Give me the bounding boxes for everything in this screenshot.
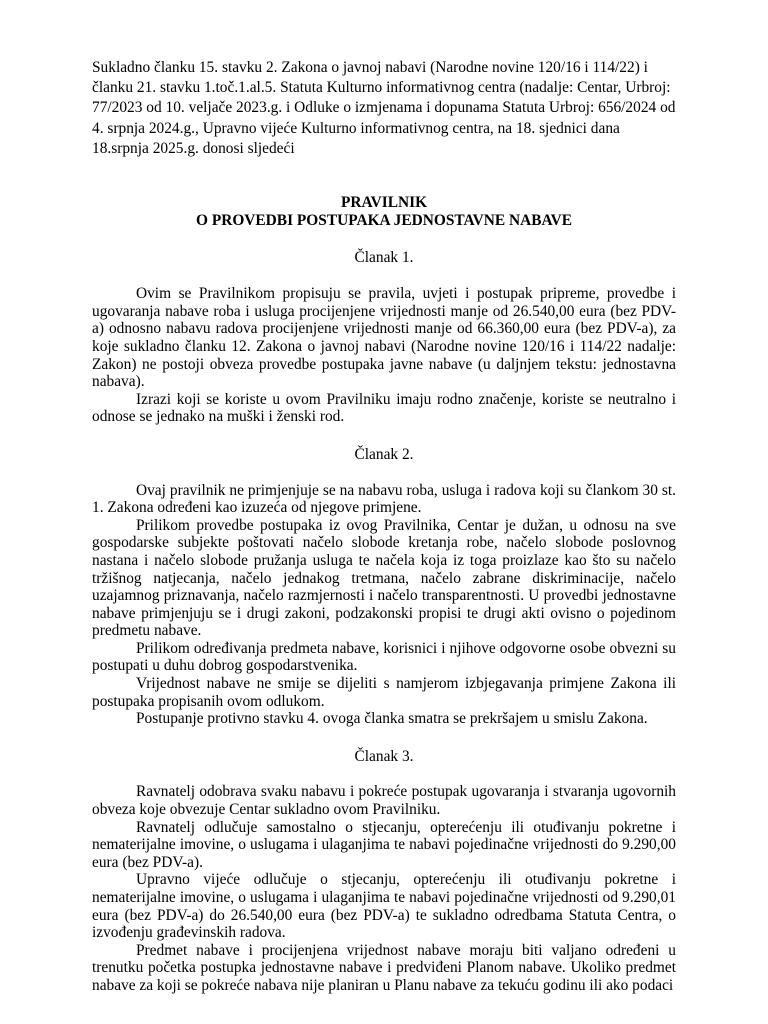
article-2-paragraph-3: Prilikom određivanja predmeta nabave, korisnici i njihove odgovorne osobe obvezni su postupati u duhu dobrog gospodarstvenika.: [92, 639, 676, 675]
article-3-paragraph-4: Predmet nabave i procijenjena vrijednost nabave moraju biti valjano određeni u trenutku početka postupka jednostavne nabave i predviđeni Planom nabave. Ukoliko predmet nabave za koji se pokreće nabava nije planiran u Planu nabave za tekuću godinu ili ako podaci: [92, 941, 676, 994]
document-page: [92, 58, 676, 995]
title-line-2: O PROVEDBI POSTUPAKA JEDNOSTAVNE NABAVE: [196, 211, 572, 229]
article-1-heading: Članak 1.: [354, 248, 414, 266]
article-2-paragraph-2: Prilikom provedbe postupaka iz ovog Pravilnika, Centar je dužan, u odnosu na sve gospodarske subjekte poštovati načelo slobode kretanja robe, načelo slobode poslovnog nastana i načelo slobode pružanja usluga te načela koja iz toga proizlaze kao što su načelo tržišnog natjecanja, načelo jednakog tretmana, načelo zabrane diskriminacije, načelo uzajamnog priznavanja, načelo razmjernosti i načelo transparentnosti. U provedbi jednostavne nabave primjenjuju se i drugi zakoni, podzakonski propisi te drugi akti ovisno o pojedinom predmetu nabave.: [92, 516, 676, 640]
article-3-paragraph-3: Upravno vijeće odlučuje o stjecanju, opterećenju ili otuđivanju pokretne i nematerijalne imovine, o uslugama i ulaganjima te nabavi pojedinačne vrijednosti od 9.290,01 eura (bez PDV-a) do 26.540,00 eura (bez PDV-a) te sukladno odredbama Statuta Centra, o izvođenju građevinskih radova.: [92, 871, 676, 942]
document-title: [92, 194, 676, 230]
article-1-paragraph-1: Ovim se Pravilnikom propisuju se pravila, uvjeti i postupak pripreme, provedbe i ugovaranja nabave roba i usluga procijenjene vrijednosti manje od 26.540,00 eura (bez PDV-a) odnosno nabavu radova procijenjene vrijednosti manje od 66.360,00 eura (bez PDV-a), za koje sukladno članku 12. Zakona o javnoj nabavi (Narodne novine 120/16 i 114/22 nadalje: Zakon) ne postoji obveza provedbe postupaka javne nabave (u daljnjem tekstu: jednostavna nabava).: [92, 285, 676, 391]
preamble-paragraph: Sukladno članku 15. stavku 2. Zakona o javnoj nabavi (Narodne novine 120/16 i 114/22) i članku 21. stavku 1.toč.1.al.5. Statuta Kulturno informativnog centra (nadalje: Centar, Urbroj: 77/2023 od 10. veljače 2023.g. i Odluke o izmjenama i dopunama Statuta Urbroj: 656/2024 od 4. srpnja 2024.g., Upravno vijeće Kulturno informativnog centra, na 18. sjednici dana 18.srpnja 2025.g. donosi sljedeći: [92, 59, 676, 157]
article-3-heading: Članak 3.: [354, 747, 414, 765]
title-line-1: PRAVILNIK: [340, 194, 428, 212]
article-2-paragraph-4: Vrijednost nabave ne smije se dijeliti s namjerom izbjegavanja primjene Zakona ili postupaka propisanih ovom odlukom.: [92, 675, 676, 710]
article-3-paragraph-1: Ravnatelj odobrava svaku nabavu i pokreće postupak ugovaranja i stvaranja ugovornih obveza koje obvezuje Centar sukladno ovom Pravilniku.: [92, 783, 676, 819]
article-2-paragraph-5: Postupanje protivno stavku 4. ovoga članka smatra se prekršajem u smislu Zakona.: [136, 710, 648, 728]
article-2-paragraph-1: Ovaj pravilnik ne primjenjuje se na nabavu roba, usluga i radova koji su člankom 30 st. 1. Zakona određeni kao izuzeća od njegove primjene.: [92, 481, 676, 517]
article-1-paragraph-2: Izrazi koji se koriste u ovom Pravilniku imaju rodno značenje, koriste se neutralno i odnose se jednako na muški i ženski rod.: [92, 390, 676, 426]
article-3-paragraph-2: Ravnatelj odlučuje samostalno o stjecanju, opterećenju ili otuđivanju pokretne i nematerijalne imovine, o uslugama i ulaganjima te nabavi pojedinačne vrijednosti do 9.290,00 eura (bez PDV-a).: [92, 818, 676, 871]
article-2-heading: Članak 2.: [354, 445, 414, 463]
